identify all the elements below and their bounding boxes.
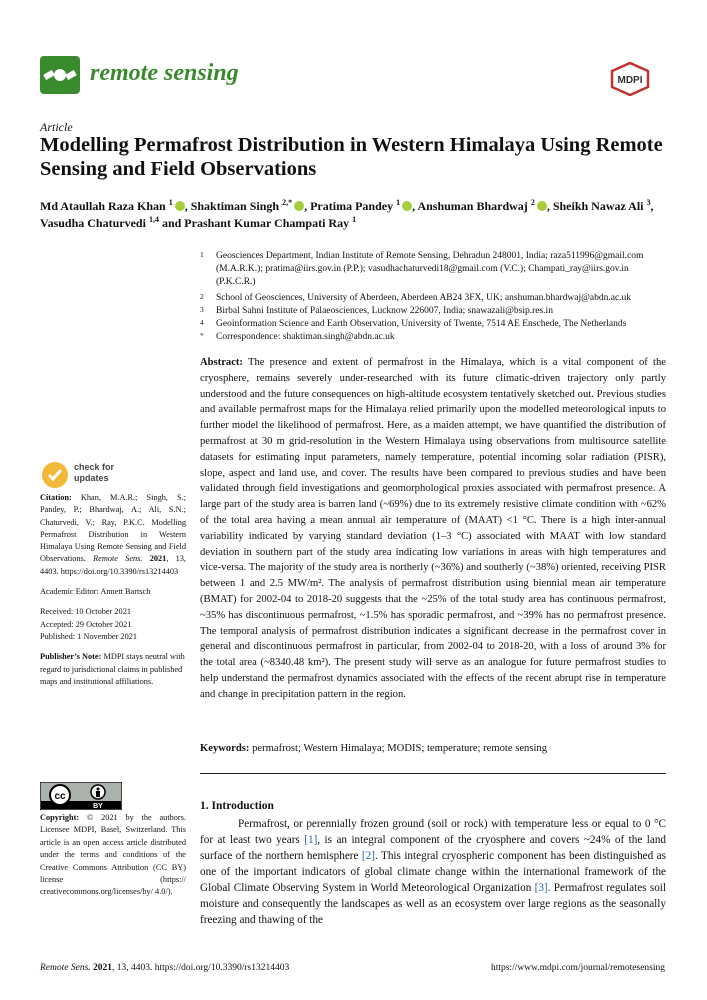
author-list: Md Ataullah Raza Khan $^1$ , Shaktiman Singh $^{2,*}$ , Pratima Pandey $^1$ , Anshuman Bhardwaj $^2$ , Sheikh Nawaz Ali $^3$, Vasudha Chaturvedi $^{1,4}$ and Prashant Kumar Champati Ray $^1$: [40, 198, 654, 230]
author-affiliation: 1: [396, 198, 401, 207]
footer-journal-url[interactable]: https://www.mdpi.com/journal/remotesensing: [490, 963, 665, 973]
intro-text: Permafrost, or perennially frozen ground (soil or rock) with temperature less or equal to 0 °C for at least two years: [200, 818, 666, 846]
affiliation-text: Birbal Sahni Institute of Palaeosciences, Lucknow 226007, India; snawazali@bsip.res.in: [216, 306, 553, 316]
abstract-text: The presence and extent of permafrost in the Himalaya, which is a vital component of the cryosphere, remains severely under-researched with its future climatic-driven trajectory only partly understood and the future consequences on high-altitude ecosystem tentatively sketched out. Previous studies and available permafrost maps for the Himalaya relied primarily upon the modelled meteorological inputs to further model the likelihood of permafrost. Here, as a maiden attempt, we have quantified the distribution of permafrost at 30 m grid-resolution in the Western Himalaya using observations from multisource satellite datasets for estimating input parameters, namely temperature, potential incoming solar radiation (PISR), slope, aspect and land use, and cover. The results have been compared to previous studies and have been validated through field investigations and geomorphological proxies associated with permafrost presence. A large part of the study area is barren land (~69%) due to its extremely resistive climate condition with ~62% of the total area having a mean annual air temperature of (MAAT) <1 °C. There is a high inter-annual variability indicated by varying standard deviation (1–3 °C) associated with MAAT with low standard deviation in southern part of the study area indicating low variations in areas with high temperatures and vice-versa. The majority of the study area is northerly (~36%) and southerly (~38%) oriented, receiving PISR between 1 and 2.5 MW/m². The analysis of permafrost distribution using biennial mean air temperature (BMAT) for 2002-04 to 2018-20 suggests that the ~25% of the total study area has continuous permafrost, ~35% has discontinuous permafrost, ~1.5% has sporadic permafrost, and ~39% has no permafrost presence. The temporal analysis of permafrost distribution indicates a significant decrease in the permafrost cover in general and discontinuous permafrost in particular, from 2002-04 to 2018-20, with a loss of around 3% for the total area (~8340.48 km²). The present study will serve as an analogue for future permafrost studies to help understand the permafrost dynamics associated with the effects of the recent abrupt rise in temperature and change in precipitation pattern in the region.: [200, 357, 666, 700]
author-name[interactable]: Sheikh Nawaz Ali: [552, 199, 644, 213]
copyright-label: Copyright:: [40, 813, 80, 822]
affiliation-item: [200, 305, 670, 318]
academic-editor: Academic Editor: Annett Bartsch: [40, 587, 151, 597]
affiliation-text: Geosciences Department, Indian Institute of Remote Sensing, Dehradun 248001, India; raza511996@gmail.com (M.A.R.K.); pratima@iirs.gov.in (P.P.); vasudhachaturvedi18@gmail.com (V.C.); Champati_ray@iirs.gov.in (P.K.C.R.): [216, 251, 644, 287]
affiliation-number: *: [200, 331, 204, 340]
affiliation-item: [200, 250, 670, 289]
correspondence: [200, 331, 670, 344]
mdpi-logo-icon[interactable]: [610, 62, 650, 96]
footer-doi[interactable]: , 13, 4403. https://doi.org/10.3390/rs13214403: [112, 963, 290, 973]
reference-link[interactable]: [2]: [361, 850, 375, 862]
orcid-icon[interactable]: [402, 201, 412, 211]
author-name[interactable]: Shaktiman Singh: [190, 199, 280, 213]
check-updates-icon: [40, 460, 70, 490]
publisher-note: [40, 651, 186, 688]
author-affiliation: 1: [168, 198, 173, 207]
author-affiliation: 1: [352, 215, 357, 224]
affiliation-text: Geoinformation Science and Earth Observation, University of Twente, 7514 AE Enschede, The Netherlands: [216, 319, 627, 329]
journal-logo-icon: [40, 56, 80, 94]
copyright-notice: [40, 812, 186, 899]
cc-by-license-icon[interactable]: [40, 782, 122, 810]
author-name[interactable]: Anshuman Bhardwaj: [417, 199, 528, 213]
author-affiliation: 3: [646, 198, 651, 207]
abstract-label: Abstract:: [200, 357, 243, 368]
check-updates-line1: check for: [74, 462, 115, 472]
affiliation-item: [200, 292, 670, 305]
affiliation-number: 1: [200, 250, 204, 259]
footer-citation: [40, 963, 289, 973]
cc-label: cc: [54, 791, 66, 802]
keywords-label: Keywords:: [200, 743, 250, 754]
publisher-note-label: Publisher’s Note:: [40, 652, 102, 662]
author-name[interactable]: Pratima Pandey: [310, 199, 394, 213]
check-for-updates-button[interactable]: [40, 460, 160, 490]
keywords: [200, 741, 666, 756]
author-name[interactable]: Md Ataullah Raza Khan: [40, 199, 166, 213]
section-divider: [200, 773, 666, 774]
citation-doi[interactable]: , 13, 4403. https://doi.org/10.3390/rs13214403: [40, 554, 186, 576]
footer-year: 2021: [93, 963, 113, 973]
abstract: [200, 355, 666, 703]
copyright-text: © 2021 by the authors. Licensee MDPI, Basel, Switzerland. This article is an open access article distributed under the terms and conditions of the Creative Commons Attribution (CC BY) license (https:// creativecommons.org/licenses/by/ 4.0/).: [40, 813, 186, 897]
affiliation-number: 4: [200, 318, 204, 327]
reference-link[interactable]: [1]: [304, 834, 318, 846]
affiliation-item: [200, 318, 670, 331]
sidebar: [40, 492, 186, 696]
intro-text: . This integral cryospheric component has been distinguished as one of the important indicators of global climate change within the international framework of the Global Climate Observing System in World Meteorological Organization: [200, 850, 666, 894]
intro-text: , is an integral component of the cryosphere and covers ~24% of the land surface of the northern hemisphere: [200, 834, 667, 862]
author-affiliation: 2: [530, 198, 535, 207]
accepted-date: Accepted: 29 October 2021: [40, 619, 132, 629]
cc-by-label: BY: [93, 803, 103, 810]
affiliation-number: 3: [200, 305, 204, 314]
citation-year: 2021: [149, 554, 167, 564]
author-affiliation: 2,*: [282, 198, 293, 207]
affiliation-text: School of Geosciences, University of Aberdeen, Aberdeen AB24 3FX, UK; anshuman.bhardwaj@abdn.ac.uk: [216, 293, 632, 303]
journal-name: remote sensing: [90, 60, 239, 86]
affiliations: [200, 250, 670, 344]
article-type: Article: [40, 120, 73, 134]
affiliation-number: 2: [200, 292, 204, 301]
reference-link[interactable]: [3]: [534, 882, 548, 894]
received-date: Received: 10 October 2021: [40, 607, 132, 617]
intro-text: . Permafrost regulates soil moisture and consequently the landscapes as well as an ecosystem over large regions as the seasonally freezing and thawing of the: [200, 882, 667, 926]
published-date: Published: 1 November 2021: [40, 631, 138, 641]
section-heading: 1. Introduction: [200, 800, 274, 812]
introduction-paragraph: [200, 816, 666, 928]
orcid-icon[interactable]: [294, 201, 304, 211]
mdpi-logo-text: MDPI: [617, 75, 643, 86]
orcid-icon[interactable]: [537, 201, 547, 211]
affiliation-text: Correspondence: shaktiman.singh@abdn.ac.uk: [216, 332, 395, 342]
citation-text: Khan, M.A.R.; Singh, S.; Pandey, P.; Bhardwaj, A.; Ali, S.N.; Chaturvedi, V.; Ray, P.K.C. Modelling Permafrost Distribution in Western Himalaya Using Remote Sensing and Field Observations.: [40, 493, 186, 564]
citation-journal: Remote Sens.: [93, 554, 143, 564]
author-name[interactable]: Vasudha Chaturvedi: [40, 216, 146, 230]
publisher-note-text: MDPI stays neutral with regard to jurisdictional claims in published maps and institutional affiliations.: [40, 652, 185, 686]
author-affiliation: 1,4: [148, 215, 159, 224]
footer-journal: Remote Sens.: [40, 963, 91, 973]
citation: [40, 492, 186, 578]
keywords-text: permafrost; Western Himalaya; MODIS; temperature; remote sensing: [252, 743, 547, 754]
article-title: Modelling Permafrost Distribution in Western Himalaya Using Remote Sensing and Field Observations: [40, 134, 663, 180]
citation-label: Citation:: [40, 493, 72, 502]
check-updates-line2: updates: [74, 473, 109, 483]
author-name[interactable]: Prashant Kumar Champati Ray: [184, 216, 350, 230]
orcid-icon[interactable]: [175, 201, 185, 211]
